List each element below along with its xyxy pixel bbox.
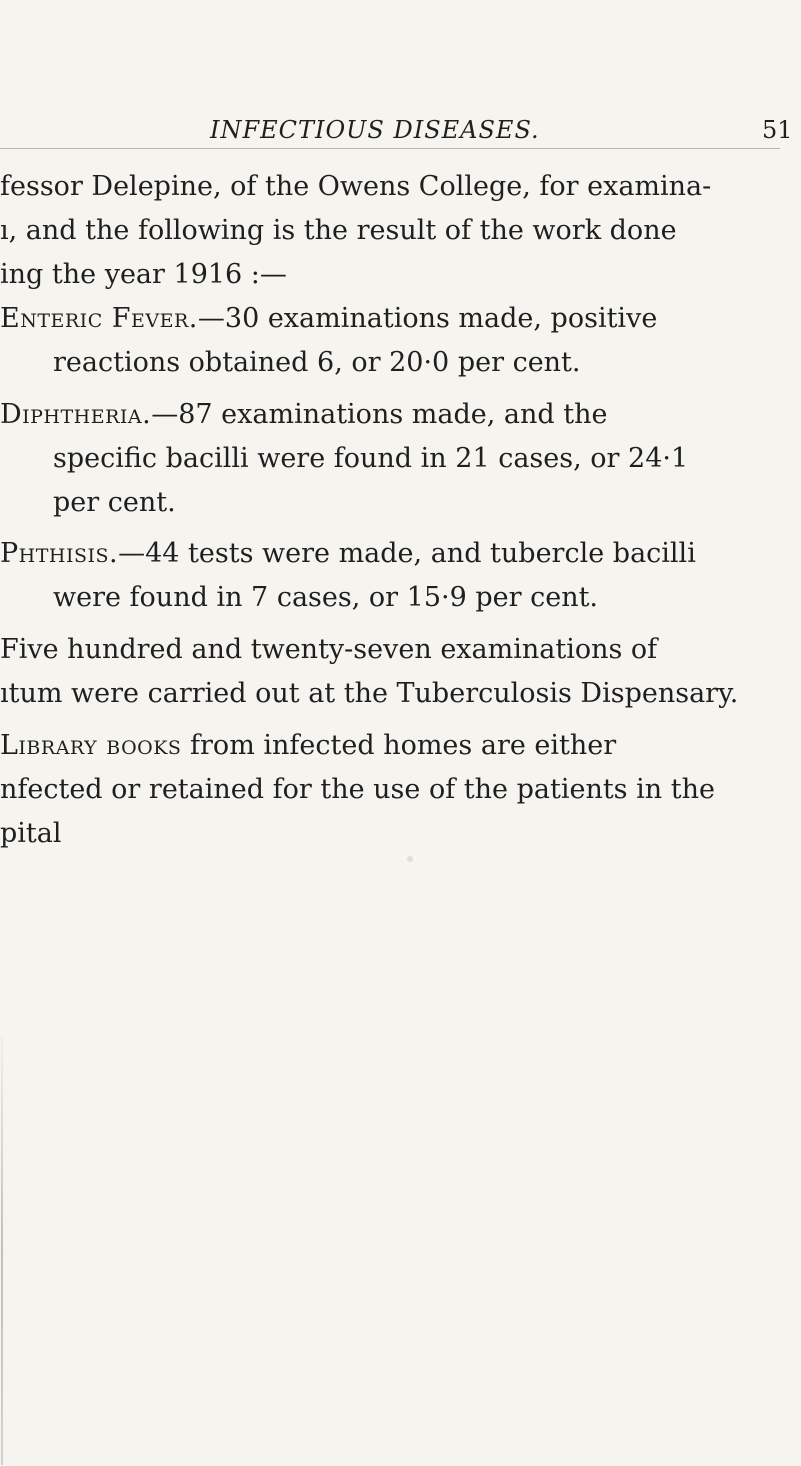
running-title: INFECTIOUS DISEASES. — [210, 116, 540, 144]
enteric-fever-paragraph-line-1 — [0, 302, 657, 336]
phthisis-paragraph-line-1 — [0, 537, 696, 571]
phthisis-heading: Phthisis. — [0, 538, 119, 569]
five-hundred-paragraph-line-1: Five hundred and twenty-seven examinations of — [0, 634, 658, 665]
five-hundred-paragraph-line-2: ıtum were carried out at the Tuberculosis Dispensary. — [0, 678, 739, 709]
library-books-paragraph-line-1 — [0, 729, 616, 763]
library-books-text-1: from infected homes are either — [181, 730, 617, 761]
diphtheria-paragraph-line-1 — [0, 398, 607, 432]
enteric-fever-text-1: —30 examinations made, positive — [197, 303, 658, 334]
phthisis-paragraph-line-2: were found in 7 cases, or 15·9 per cent. — [53, 582, 599, 613]
library-books-paragraph-line-3: pital — [0, 818, 62, 849]
binding-shadow — [1, 1035, 3, 1465]
enteric-fever-heading: Enteric Fever. — [0, 303, 198, 334]
header-rule — [0, 148, 780, 149]
text-line-2: ı, and the following is the result of the work done — [0, 215, 677, 246]
text-line-3: ing the year 1916 :— — [0, 259, 287, 290]
text-line-1: fessor Delepine, of the Owens College, for examina- — [0, 171, 712, 202]
page-number: 51 — [762, 116, 793, 144]
diphtheria-text-1: —87 examinations made, and the — [151, 399, 608, 430]
enteric-fever-paragraph-line-2: reactions obtained 6, or 20·0 per cent. — [53, 347, 581, 378]
diphtheria-heading: Diphtheria. — [0, 399, 152, 430]
diphtheria-paragraph-line-3: per cent. — [53, 487, 176, 518]
diphtheria-paragraph-line-2: specific bacilli were found in 21 cases, or 24·1 — [53, 443, 689, 474]
library-books-paragraph-line-2: nfected or retained for the use of the patients in the — [0, 774, 715, 805]
library-books-heading: Library books — [0, 730, 182, 761]
paper-speck — [407, 856, 413, 862]
phthisis-text-1: —44 tests were made, and tubercle bacilli — [118, 538, 696, 569]
